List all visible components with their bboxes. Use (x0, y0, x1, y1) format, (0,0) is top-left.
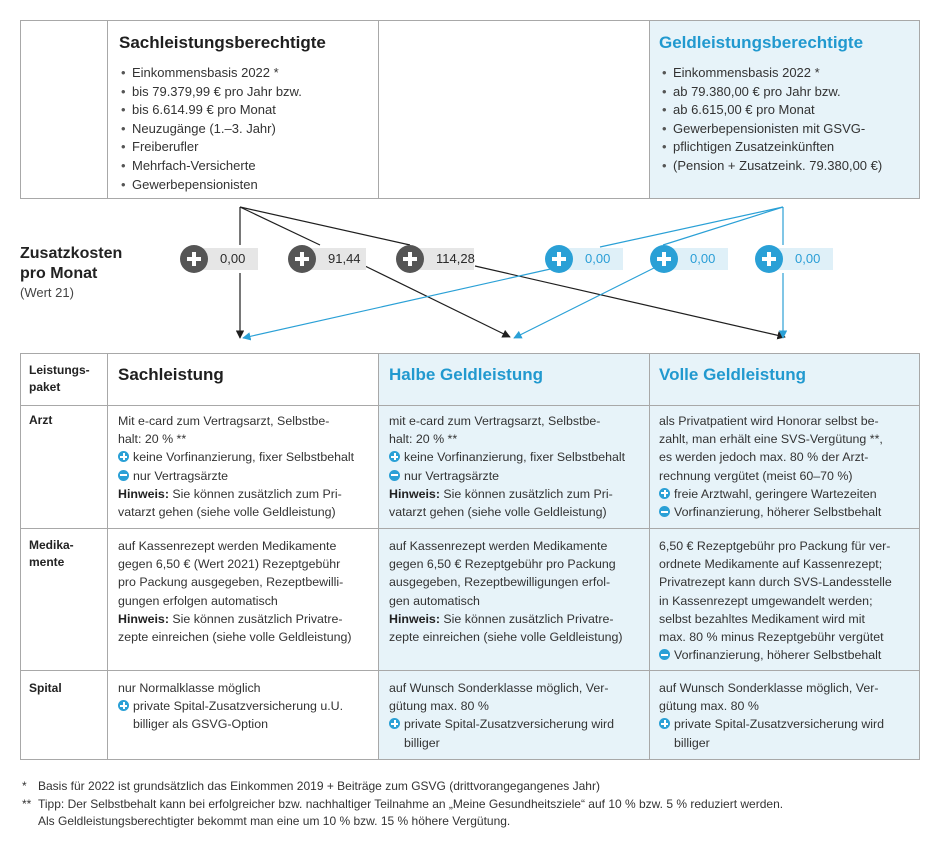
plus-icon (755, 245, 783, 273)
text-line: gungen erfolgen automatisch (118, 593, 278, 608)
minus-circle-icon (659, 649, 670, 660)
cost-value: 0,00 (563, 248, 623, 270)
cost-value: 0,00 (198, 248, 258, 270)
footnote-2 (22, 796, 922, 830)
plus-circle-icon (389, 451, 400, 462)
minus-circle-icon (659, 506, 670, 517)
con-line (659, 646, 892, 664)
pro-text: private Spital-Zusatzversicherung wird (404, 717, 615, 732)
pro-line-continued (118, 715, 343, 733)
list-item: • Einkommensbasis 2022 * (661, 64, 882, 83)
plus-icon (650, 245, 678, 273)
text-line: gegen 6,50 € (Wert 2021) Rezeptgebühr (118, 557, 341, 572)
text-line: mit e-card zum Vertragsarzt, Selbstbe- (389, 414, 601, 428)
top-empty-cell (20, 20, 108, 199)
top-middle-cell (378, 20, 650, 199)
arzt-sach-text (118, 412, 354, 521)
hinweis-text: Sie können zusätzlich Privatre- (439, 611, 614, 626)
arrow-seg (240, 207, 320, 245)
list-item: • Gewerbepensionisten (120, 176, 302, 195)
list-item: • ab 79.380,00 € pro Jahr bzw. (661, 83, 882, 102)
list-item (661, 157, 882, 176)
pro-text: keine Vorfinanzierung, fixer Selbstbehalt (404, 450, 626, 465)
plus-circle-icon (659, 488, 670, 499)
pro-line (389, 448, 625, 466)
header-halbe-geldleistung: Halbe Geldleistung (389, 365, 543, 384)
cost-pill-3 (396, 245, 480, 273)
list-item: • Mehrfach-Versicherte (120, 157, 302, 176)
hinweis-label: Hinweis: (118, 486, 169, 501)
footnote-2-text-b: Als Geldleistungsberechtigter bekommt man eine um 10 % bzw. 15 % höhere Vergütung. (38, 814, 511, 828)
cost-pill-6 (755, 245, 839, 273)
footnote-1 (22, 778, 922, 795)
text-line: nur Normalklasse möglich (118, 681, 261, 695)
list-item: • Gewerbepensionisten mit GSVG- (661, 120, 882, 139)
pro-line (118, 448, 354, 466)
text-line: vatarzt gehen (siehe volle Geldleistung) (118, 505, 336, 520)
hinweis-label: Hinweis: (389, 611, 440, 626)
row-label-spital: Spital (29, 681, 62, 695)
geld-berechtigte-list (661, 64, 882, 176)
text-line: zepte einreichen (siehe volle Geldleistung) (389, 630, 623, 645)
pro-text: private Spital-Zusatzversicherung u.U. (133, 699, 344, 714)
header-leistungspaket (29, 362, 90, 396)
cost-pill-5 (650, 245, 734, 273)
con-text: nur Vertragsärzte (133, 468, 229, 483)
hinweis-text: Sie können zusätzlich zum Pri- (168, 486, 342, 501)
text-line: rechnung vergütet (meist 60–70 %) (659, 468, 853, 483)
text-line: Mit e-card zum Vertragsarzt, Selbstbe- (118, 414, 330, 428)
pro-text: private Spital-Zusatzversicherung wird (674, 717, 885, 732)
list-item: • bis 6.614.99 € pro Monat (120, 101, 302, 120)
row-label-medi-line2: mente (29, 555, 65, 569)
arrow-seg (663, 207, 783, 245)
text-line: zahlt, man erhält eine SVS-Vergütung **, (659, 432, 883, 447)
text-line: ausgegeben, Rezeptbewilligungen erfol- (389, 575, 611, 590)
text-line: Privatrezept kann durch SVS-Landesstelle (659, 575, 892, 590)
sach-berechtigte-list (120, 64, 302, 194)
medi-voll-text (659, 537, 892, 664)
text-line: halt: 20 % ** (389, 432, 458, 447)
cost-value: 91,44 (306, 248, 366, 270)
con-line (118, 467, 354, 485)
list-item-continuation: pflichtigen Zusatzeinkünften (673, 139, 835, 155)
medi-halb-text (389, 537, 623, 646)
text-line: vatarzt gehen (siehe volle Geldleistung) (389, 505, 607, 520)
plus-circle-icon (118, 451, 129, 462)
text-line: pro Packung ausgegeben, Rezeptbewilli- (118, 575, 344, 590)
header-paket-line2: paket (29, 380, 61, 394)
row-label-arzt: Arzt (29, 413, 53, 427)
arzt-halb-text (389, 412, 625, 521)
text-line: max. 80 % minus Rezeptgebühr vergütet (659, 630, 884, 645)
list-item-continuation: (Pension + Zusatzeink. 79.380,00 €) (673, 157, 883, 173)
con-line (659, 503, 883, 521)
pro-text: billiger als GSVG-Option (133, 717, 268, 732)
spital-halb-text (389, 679, 614, 752)
con-text: nur Vertragsärzte (404, 468, 500, 483)
list-item: • Neuzugänge (1.–3. Jahr) (120, 120, 302, 139)
arrow-seg (600, 207, 783, 247)
hinweis-line (118, 485, 354, 503)
text-line: ordnete Medikamente auf Kassenrezept; (659, 557, 883, 572)
cost-value: 0,00 (668, 248, 728, 270)
list-item: • Freiberufler (120, 138, 302, 157)
list-item: • ab 6.615,00 € pro Monat (661, 101, 882, 120)
hinweis-label: Hinweis: (389, 486, 440, 501)
footnote-2-mark: ** (22, 797, 32, 811)
plus-icon (545, 245, 573, 273)
text-line: gen automatisch (389, 593, 480, 608)
zusatzkosten-line2: pro Monat (20, 265, 98, 282)
header-paket-line1: Leistungs- (29, 363, 90, 377)
arrow-seg (514, 268, 654, 338)
plus-circle-icon (659, 718, 670, 729)
list-item: • Einkommensbasis 2022 * (120, 64, 302, 83)
row-label-medikamente (29, 537, 74, 571)
text-line: gütung max. 80 % (659, 699, 759, 714)
footnote-1-mark: * (22, 779, 27, 793)
hinweis-line (389, 610, 623, 628)
con-text: Vorfinanzierung, höherer Selbstbehalt (674, 648, 882, 663)
hinweis-text: Sie können zusätzlich Privatre- (168, 611, 343, 626)
pro-line-continued (389, 734, 614, 752)
plus-icon (288, 245, 316, 273)
text-line: es werden jedoch max. 80 % der Arzt- (659, 450, 869, 465)
text-line: als Privatpatient wird Honorar selbst be- (659, 414, 879, 428)
arzt-voll-text (659, 412, 883, 521)
spital-voll-text (659, 679, 884, 752)
plus-icon (180, 245, 208, 273)
text-line: selbst bezahltes Medikament wird mit (659, 611, 865, 626)
cost-pill-1 (180, 245, 264, 273)
sach-berechtigte-title: Sachleistungsberechtigte (119, 33, 326, 52)
arrow-seg (475, 266, 785, 337)
plus-icon (396, 245, 424, 273)
pro-line (659, 715, 884, 733)
row-label-medi-line1: Medika- (29, 538, 74, 552)
pro-text: keine Vorfinanzierung, fixer Selbstbehalt (133, 450, 355, 465)
plus-circle-icon (389, 718, 400, 729)
text-line: gegen 6,50 € Rezeptgebühr pro Packung (389, 557, 616, 572)
text-line: in Kassenrezept umgewandelt werden; (659, 593, 873, 608)
header-sachleistung: Sachleistung (118, 365, 224, 384)
zusatzkosten-line3: (Wert 21) (20, 285, 74, 300)
plus-circle-icon (118, 700, 129, 711)
minus-circle-icon (118, 470, 129, 481)
arrow-seg (240, 207, 410, 245)
pro-text: billiger (404, 735, 440, 750)
footnote-1-text: Basis für 2022 ist grundsätzlich das Einkommen 2019 + Beiträge zum GSVG (drittvorangegangenes Jahr) (38, 779, 600, 793)
medi-sach-text (118, 537, 352, 646)
cost-value: 114,28 (414, 248, 474, 270)
zusatzkosten-label (20, 244, 122, 302)
pro-line-continued (659, 734, 884, 752)
pro-line (118, 697, 343, 715)
arrow-seg (365, 266, 510, 337)
footnote-2-text-a: Tipp: Der Selbstbehalt kann bei erfolgreicher bzw. nachhaltiger Teilnahme an „Meine Gesundheitsziele“ auf 10 % bzw. 5 % reduziert werden. (38, 797, 784, 811)
text-line: gütung max. 80 % (389, 699, 489, 714)
cost-pill-4 (545, 245, 629, 273)
con-text: Vorfinanzierung, höherer Selbstbehalt (674, 505, 882, 520)
arrow-seg (243, 268, 555, 338)
spital-sach-text (118, 679, 343, 734)
text-line: halt: 20 % ** (118, 432, 187, 447)
hinweis-line (389, 485, 625, 503)
text-line: 6,50 € Rezeptgebühr pro Packung für ver- (659, 539, 891, 553)
pro-text: billiger (674, 735, 710, 750)
text-line: zepte einreichen (siehe volle Geldleistung) (118, 630, 352, 645)
list-item (661, 138, 882, 157)
text-line: auf Wunsch Sonderklasse möglich, Ver- (659, 681, 879, 695)
zusatzkosten-line1: Zusatzkosten (20, 245, 123, 262)
pro-line (389, 715, 614, 733)
hinweis-text: Sie können zusätzlich zum Pri- (439, 486, 613, 501)
pro-text: freie Arztwahl, geringere Wartezeiten (674, 486, 877, 501)
geld-berechtigte-title: Geldleistungsberechtigte (659, 33, 864, 52)
text-line: auf Kassenrezept werden Medikamente (389, 539, 608, 553)
con-line (389, 467, 625, 485)
list-item: • bis 79.379,99 € pro Jahr bzw. (120, 83, 302, 102)
minus-circle-icon (389, 470, 400, 481)
cost-pill-2 (288, 245, 372, 273)
text-line: auf Kassenrezept werden Medikamente (118, 539, 337, 553)
hinweis-line (118, 610, 352, 628)
cost-value: 0,00 (773, 248, 833, 270)
pro-line (659, 485, 883, 503)
hinweis-label: Hinweis: (118, 611, 169, 626)
header-volle-geldleistung: Volle Geldleistung (659, 365, 807, 384)
text-line: auf Wunsch Sonderklasse möglich, Ver- (389, 681, 609, 695)
